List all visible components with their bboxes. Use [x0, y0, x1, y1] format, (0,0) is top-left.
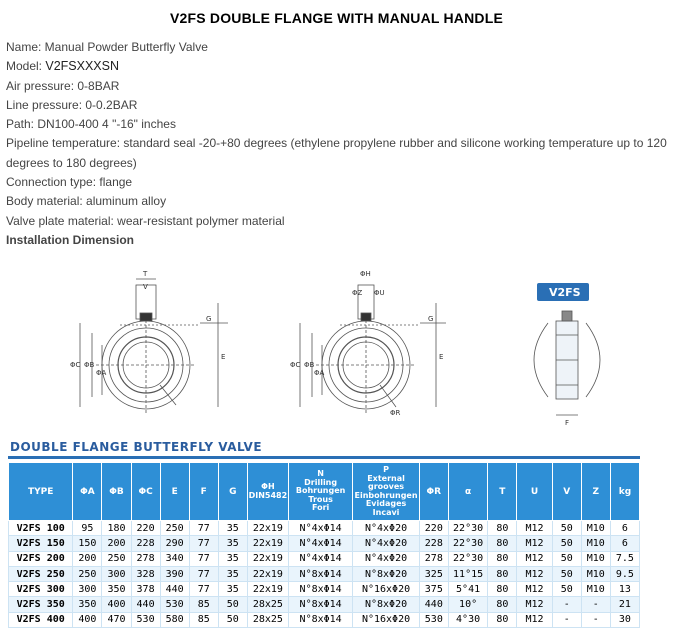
page-title: V2FS DOUBLE FLANGE WITH MANUAL HANDLE	[169, 10, 504, 26]
table-cell-type: V2FS 350	[9, 597, 73, 612]
table-cell: 80	[488, 566, 517, 581]
table-cell-type: V2FS 100	[9, 521, 73, 536]
table-row	[9, 551, 640, 566]
front-label-g: G	[206, 315, 212, 323]
table-cell: 80	[488, 612, 517, 627]
table-row	[9, 536, 640, 551]
table-cell: 278	[419, 551, 448, 566]
spec-body-material: Body material: aluminum alloy	[6, 194, 167, 209]
header-n: N Drilling Bohrungen Trous Fori	[288, 463, 352, 521]
table-cell: 35	[218, 566, 247, 581]
spec-model-value: V2FSXXXSN	[45, 59, 119, 74]
spec-model-label: Model:	[6, 59, 46, 74]
table-cell: 228	[419, 536, 448, 551]
spec-connection-type: Connection type: flange	[6, 175, 133, 190]
header-e: E	[160, 463, 189, 521]
header-c: ΦC	[131, 463, 160, 521]
table-cell: 250	[160, 521, 189, 536]
table-cell: 77	[189, 551, 218, 566]
header-kg: kg	[610, 463, 639, 521]
table-cell: 21	[610, 597, 639, 612]
table-cell: 77	[189, 536, 218, 551]
table-cell: 22°30	[448, 536, 487, 551]
dimension-table-title: DOUBLE FLANGE BUTTERFLY VALVE	[10, 440, 263, 454]
table-cell: N°8xΦ14	[288, 612, 352, 627]
table-cell: M12	[517, 597, 552, 612]
flange-label-h: ΦH	[360, 270, 371, 278]
flange-label-c: ΦC	[290, 361, 301, 369]
table-cell: 350	[73, 597, 102, 612]
front-label-t: T	[143, 270, 148, 278]
table-cell: 6	[610, 536, 639, 551]
table-cell: N°4xΦ20	[353, 536, 419, 551]
table-cell: 85	[189, 612, 218, 627]
table-cell: N°16xΦ20	[353, 582, 419, 597]
header-alpha: α	[448, 463, 487, 521]
table-cell: M10	[581, 521, 610, 536]
table-cell: 80	[488, 536, 517, 551]
table-cell: 35	[218, 521, 247, 536]
table-cell-type: V2FS 200	[9, 551, 73, 566]
table-cell: 440	[160, 582, 189, 597]
table-cell: 6	[610, 521, 639, 536]
table-cell: M12	[517, 612, 552, 627]
spec-name: Name: Manual Powder Butterfly Valve	[6, 40, 208, 54]
installation-drawing	[0, 265, 673, 435]
table-cell: 50	[552, 551, 581, 566]
table-cell: 50	[218, 597, 247, 612]
flange-label-r: ΦR	[390, 409, 401, 417]
table-cell: 10°	[448, 597, 487, 612]
side-view-drawing	[534, 283, 600, 427]
header-type: TYPE	[9, 463, 73, 521]
dimension-table	[8, 462, 640, 628]
table-cell: 328	[131, 566, 160, 581]
table-cell: 22x19	[247, 521, 288, 536]
spec-path: Path: DN100-400 4 "-16" inches	[6, 117, 176, 132]
table-cell: 440	[419, 597, 448, 612]
table-cell-type: V2FS 250	[9, 566, 73, 581]
table-cell: -	[581, 597, 610, 612]
table-cell: -	[552, 612, 581, 627]
spec-plate-material: Valve plate material: wear-resistant polymer material	[6, 213, 285, 228]
table-cell: 22°30	[448, 521, 487, 536]
spec-pipeline-temperature: Pipeline temperature: standard seal -20-+80 degrees (ethylene propylene rubber and silicone working temperature up to 120 degrees to 180 degrees)	[6, 136, 667, 170]
table-cell: 200	[102, 536, 131, 551]
table-cell: 50	[552, 566, 581, 581]
header-a: ΦA	[73, 463, 102, 521]
table-cell: N°4xΦ14	[288, 551, 352, 566]
table-cell: 50	[552, 582, 581, 597]
table-cell: 30	[610, 612, 639, 627]
table-cell: M12	[517, 551, 552, 566]
table-cell: 250	[102, 551, 131, 566]
side-view-badge: V2FS	[549, 286, 581, 299]
table-cell: 9.5	[610, 566, 639, 581]
table-cell: 35	[218, 536, 247, 551]
table-cell: 530	[131, 612, 160, 627]
table-cell: M12	[517, 536, 552, 551]
flange-label-b: ΦB	[304, 361, 315, 369]
front-label-c: ΦC	[70, 361, 81, 369]
installation-dimension-heading: Installation Dimension	[6, 232, 135, 247]
front-label-e: E	[221, 353, 226, 361]
header-t: T	[488, 463, 517, 521]
table-cell: 470	[102, 612, 131, 627]
table-cell: N°8xΦ14	[288, 597, 352, 612]
table-cell: 80	[488, 597, 517, 612]
table-cell: 375	[419, 582, 448, 597]
table-cell: 50	[552, 521, 581, 536]
table-cell: 22°30	[448, 551, 487, 566]
table-cell: 530	[160, 597, 189, 612]
table-row	[9, 612, 640, 627]
table-cell: 580	[160, 612, 189, 627]
table-cell: 300	[102, 566, 131, 581]
title-underline	[8, 456, 640, 459]
table-cell: N°8xΦ14	[288, 582, 352, 597]
table-row	[9, 566, 640, 581]
table-cell: N°4xΦ20	[353, 521, 419, 536]
table-cell: N°16xΦ20	[353, 612, 419, 627]
table-header-row	[9, 463, 640, 521]
table-cell: 530	[419, 612, 448, 627]
flange-view-drawing	[290, 270, 446, 417]
table-cell: 22x19	[247, 582, 288, 597]
table-cell: 378	[131, 582, 160, 597]
header-z: Z	[581, 463, 610, 521]
spec-list	[6, 38, 670, 250]
table-cell: 290	[160, 536, 189, 551]
table-cell: 50	[552, 536, 581, 551]
side-label-f: F	[565, 419, 570, 427]
table-cell: M10	[581, 551, 610, 566]
table-cell: N°8xΦ20	[353, 597, 419, 612]
header-r: ΦR	[419, 463, 448, 521]
table-cell: 228	[131, 536, 160, 551]
table-cell: 250	[73, 566, 102, 581]
front-label-b: ΦB	[84, 361, 95, 369]
table-cell: M12	[517, 582, 552, 597]
flange-label-e: E	[439, 353, 444, 361]
header-p: P External grooves Einbohrungen Evidages Incavi	[353, 463, 419, 521]
table-cell: 95	[73, 521, 102, 536]
table-cell-type: V2FS 400	[9, 612, 73, 627]
table-cell: 325	[419, 566, 448, 581]
table-cell: 28x25	[247, 612, 288, 627]
table-cell: 80	[488, 521, 517, 536]
table-cell: 22x19	[247, 536, 288, 551]
header-u: U	[517, 463, 552, 521]
header-g: G	[218, 463, 247, 521]
table-cell: N°8xΦ20	[353, 566, 419, 581]
front-label-v: V	[143, 283, 148, 291]
table-cell: M10	[581, 582, 610, 597]
table-cell: 22x19	[247, 551, 288, 566]
table-cell: 200	[73, 551, 102, 566]
table-cell: 350	[102, 582, 131, 597]
front-view-drawing	[70, 270, 228, 415]
table-cell: 300	[73, 582, 102, 597]
table-cell: 28x25	[247, 597, 288, 612]
spec-line-pressure: Line pressure: 0-0.2BAR	[6, 97, 138, 112]
table-cell: M12	[517, 521, 552, 536]
table-cell: 220	[419, 521, 448, 536]
table-cell: 22x19	[247, 566, 288, 581]
table-cell: 77	[189, 521, 218, 536]
header-b: ΦB	[102, 463, 131, 521]
table-cell: 278	[131, 551, 160, 566]
table-cell: 5°41	[448, 582, 487, 597]
table-cell: M10	[581, 536, 610, 551]
table-cell: 80	[488, 582, 517, 597]
table-cell: 400	[73, 612, 102, 627]
table-row	[9, 521, 640, 536]
front-label-a: ΦA	[96, 369, 107, 377]
table-cell: N°4xΦ14	[288, 536, 352, 551]
flange-label-g: G	[428, 315, 434, 323]
dimension-table-section	[8, 438, 640, 628]
table-cell: 150	[73, 536, 102, 551]
table-cell: 220	[131, 521, 160, 536]
spec-model	[6, 57, 670, 76]
table-cell: 77	[189, 582, 218, 597]
table-cell: 11°15	[448, 566, 487, 581]
table-cell: 180	[102, 521, 131, 536]
flange-label-z: ΦZ	[352, 289, 363, 297]
table-cell: -	[581, 612, 610, 627]
table-cell: 80	[488, 551, 517, 566]
header-h: ΦH DIN5482	[247, 463, 288, 521]
table-row	[9, 582, 640, 597]
table-cell: 50	[218, 612, 247, 627]
table-cell: N°8xΦ14	[288, 566, 352, 581]
flange-label-u: ΦU	[374, 289, 385, 297]
table-cell: N°4xΦ20	[353, 551, 419, 566]
table-cell-type: V2FS 150	[9, 536, 73, 551]
table-cell: 4°30	[448, 612, 487, 627]
table-cell-type: V2FS 300	[9, 582, 73, 597]
header-f: F	[189, 463, 218, 521]
table-cell: 85	[189, 597, 218, 612]
table-cell: 390	[160, 566, 189, 581]
table-cell: -	[552, 597, 581, 612]
table-cell: 13	[610, 582, 639, 597]
spec-air-pressure: Air pressure: 0-8BAR	[6, 78, 120, 93]
table-cell: 77	[189, 566, 218, 581]
table-row	[9, 597, 640, 612]
table-cell: N°4xΦ14	[288, 521, 352, 536]
table-cell: 400	[102, 597, 131, 612]
table-body	[9, 521, 640, 628]
table-cell: 35	[218, 582, 247, 597]
table-cell: 440	[131, 597, 160, 612]
header-v: V	[552, 463, 581, 521]
table-cell: 35	[218, 551, 247, 566]
table-cell: M10	[581, 566, 610, 581]
table-cell: M12	[517, 566, 552, 581]
table-cell: 7.5	[610, 551, 639, 566]
flange-label-a: ΦA	[314, 369, 325, 377]
table-cell: 340	[160, 551, 189, 566]
